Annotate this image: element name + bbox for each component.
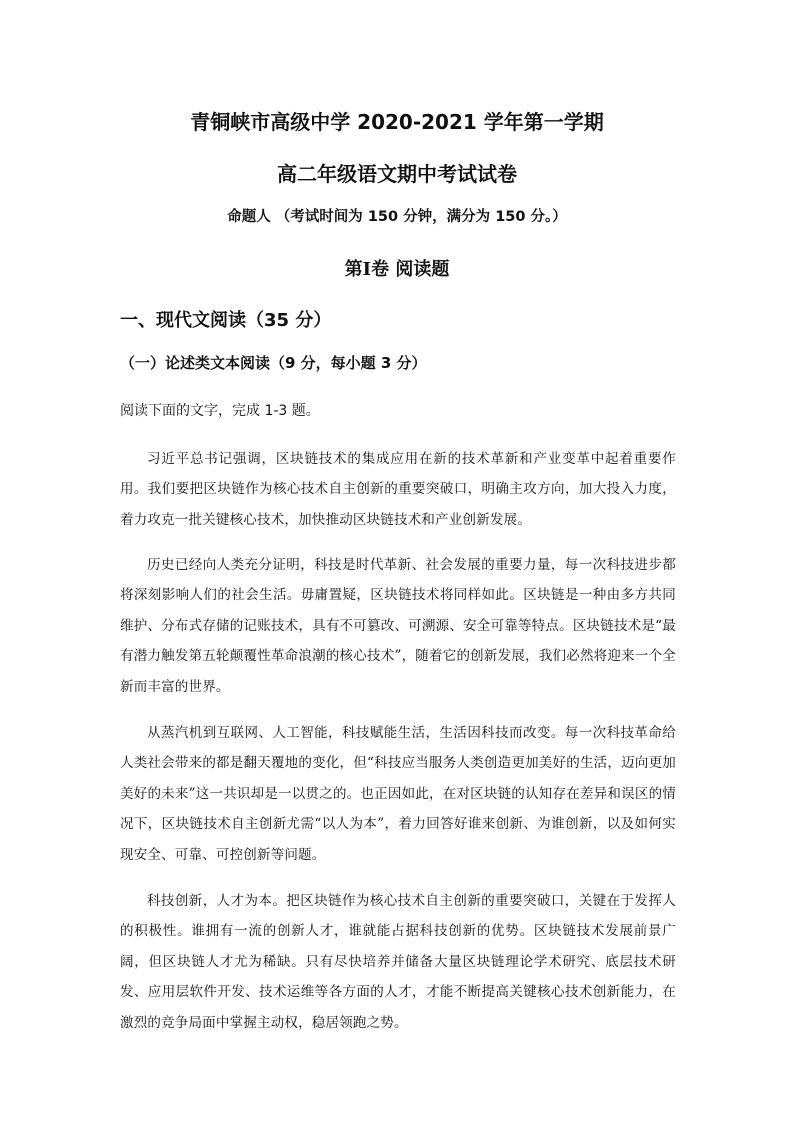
subsection-heading: （一）论述类文本阅读（9 分，每小题 3 分）	[120, 354, 427, 372]
passage-paragraph-1: 习近平总书记强调，区块链技术的集成应用在新的技术革新和产业变革中起着重要作用。我们要把区块链作为核心技术自主创新的重要突破口，明确主攻方向，加大投入力度，着力攻克一批关键核心技术，加快推动区块链技术和产业创新发展。	[120, 450, 676, 528]
section-heading: 一、现代文阅读（35 分）	[120, 310, 332, 331]
volume-title: 第Ⅰ卷 阅读题	[344, 259, 450, 280]
exam-title-line1: 青铜峡市高级中学 2020-2021 学年第一学期	[190, 110, 604, 134]
passage-paragraph-3: 从蒸汽机到互联网、人工智能，科技赋能生活，生活因科技而改变。每一次科技革命给人类社会带来的都是翻天覆地的变化，但“科技应当服务人类创造更加美好的生活，迈向更加美好的未来”这一共识却是一以贯之的。也正因如此，在对区块链的认知存在差异和误区的情况下，区块链技术自主创新尤需“以人为本”，着力回答好谁来创新、为谁创新，以及如何实现安全、可靠、可控创新等问题。	[120, 724, 676, 863]
reading-instruction: 阅读下面的文字，完成 1-3 题。	[120, 403, 320, 419]
passage-paragraph-4: 科技创新，人才为本。把区块链作为核心技术自主创新的重要突破口，关键在于发挥人的积极性。谁拥有一流的创新人才，谁就能占据科技创新的优势。区块链技术发展前景广阔，但区块链人才尤为稀缺。只有尽快培养并储备大量区块链理论学术研究、底层技术研发、应用层软件开发、技术运维等各方面的人才，才能不断提高关键核心技术创新能力，在激烈的竞争局面中掌握主动权，稳居领跑之势。	[120, 892, 676, 1031]
exam-title-line2: 高二年级语文期中考试试卷	[277, 162, 517, 186]
passage-paragraph-2: 历史已经向人类充分证明，科技是时代革新、社会发展的重要力量，每一次科技进步都将深刻影响人们的社会生活。毋庸置疑，区块链技术将同样如此。区块链是一种由多方共同维护、分布式存储的记账技术，具有不可篡改、可溯源、安全可靠等特点。区块链技术是“最有潜力触发第五轮颠覆性革命浪潮的核心技术”，随着它的创新发展，我们必然将迎来一个全新而丰富的世界。	[120, 556, 676, 695]
exam-subtitle: 命题人 （考试时间为 150 分钟，满分为 150 分。）	[227, 209, 567, 225]
